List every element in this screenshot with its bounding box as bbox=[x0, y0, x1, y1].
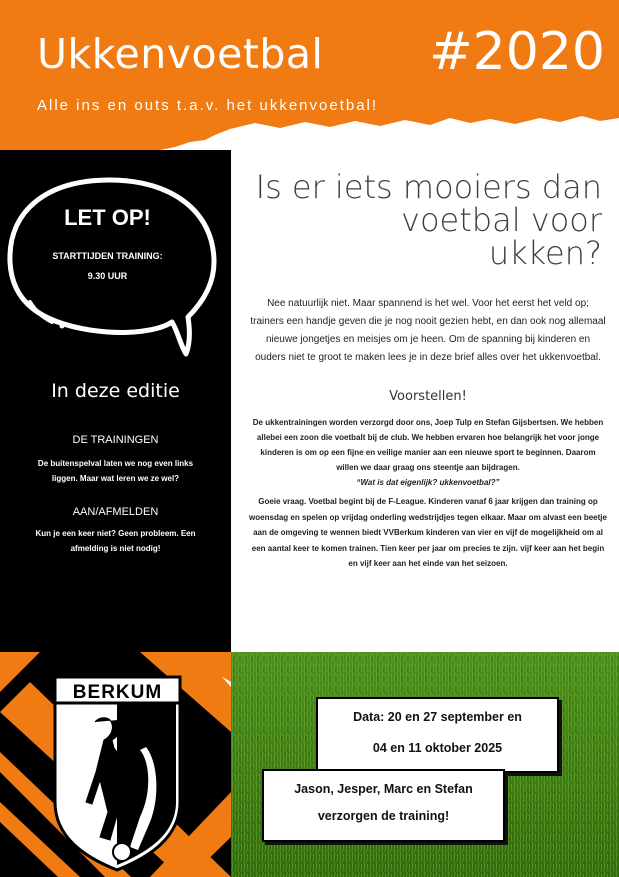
page-subtitle: Alle ins en outs t.a.v. het ukkenvoetbal! bbox=[37, 97, 379, 114]
trainer-line-2: verzorgen de training! bbox=[317, 809, 450, 823]
date-line-2: 04 en 11 oktober 2025 bbox=[372, 741, 503, 755]
answer-paragraph: Goeie vraag. Voetbal begint bij de F-League. Kinderen vanaf 6 jaar krijgen dan training op woensdag en spelen op vrijdag onderling wedstrijdjes tegen elkaar. Maar om alvast een beetje aan de omgeving te wennen biedt VVBerkum kinderen van vier en vijf de mogelijkheid om al een aantal keer te komen trainen. Tien keer per jaar om precies te zijn. vijf keer aan het begin en vijf keer aan het einde van het seizoen. bbox=[249, 497, 607, 568]
section-heading-aanafmelden: AAN/AFMELDEN bbox=[72, 506, 159, 518]
section-body-trainingen: De buitenspelval laten we nog even links liggen. Maar wat leren we ze wel? bbox=[37, 459, 194, 483]
club-name: BERKUM bbox=[72, 682, 163, 703]
headline-line-1: Is er iets mooiers dan bbox=[255, 168, 602, 206]
intro-paragraph: Nee natuurlijk niet. Maar spannend is het wel. Voor het eerst het veld op; trainers een handje geven die je nog nooit gezien hebt, en dan ook nog allemaal nieuwe jongetjes en meisjes om je heen. Om de spanning bij kinderen en ouders niet te groot te maken lees je in deze brief alles over het ukkenvoetbal. bbox=[250, 298, 606, 363]
trainer-line-1: Jason, Jesper, Marc en Stefan bbox=[294, 782, 473, 796]
page-title: Ukkenvoetbal bbox=[37, 30, 324, 78]
hashtag-year: #2020 bbox=[429, 22, 605, 82]
main-headline bbox=[255, 168, 602, 272]
voorstellen-heading: Voorstellen! bbox=[389, 389, 467, 404]
date-info-box bbox=[316, 697, 559, 773]
club-logo-area bbox=[0, 652, 231, 877]
callout-line-1: STARTTIJDEN TRAINING: bbox=[52, 251, 163, 261]
edition-title: In deze editie bbox=[51, 380, 180, 402]
speech-bubble-icon bbox=[0, 172, 231, 362]
voorstellen-paragraph: De ukkentrainingen worden verzorgd door ons, Joep Tulp en Stefan Gijsbertsen. We hebben allebei een zoon die voetbalt bij de club. We hebben ervaren hoe belangrijk het voor jonge kinderen is om op een fijne en veilige manier aan een nieuwe sport te beginnen. Daarom willen we daar graag ons steentje aan bijdragen. bbox=[252, 418, 604, 472]
callout-line-2: 9.30 UUR bbox=[87, 271, 128, 281]
headline-line-2: voetbal voor bbox=[401, 201, 602, 239]
header-banner bbox=[0, 0, 619, 175]
trainer-info-box bbox=[262, 769, 505, 842]
section-heading-trainingen: DE TRAININGEN bbox=[72, 434, 159, 446]
headline-line-3: ukken? bbox=[488, 234, 602, 272]
sidebar bbox=[0, 150, 231, 652]
date-line-1: Data: 20 en 27 september en bbox=[353, 710, 522, 724]
callout-title: LET OP! bbox=[64, 205, 151, 230]
section-body-aanafmelden: Kun je een keer niet? Geen probleem. Een afmelding is niet nodig! bbox=[35, 529, 196, 553]
question-quote: “Wat is dat eigenlijk? ukkenvoetbal?” bbox=[356, 478, 500, 487]
